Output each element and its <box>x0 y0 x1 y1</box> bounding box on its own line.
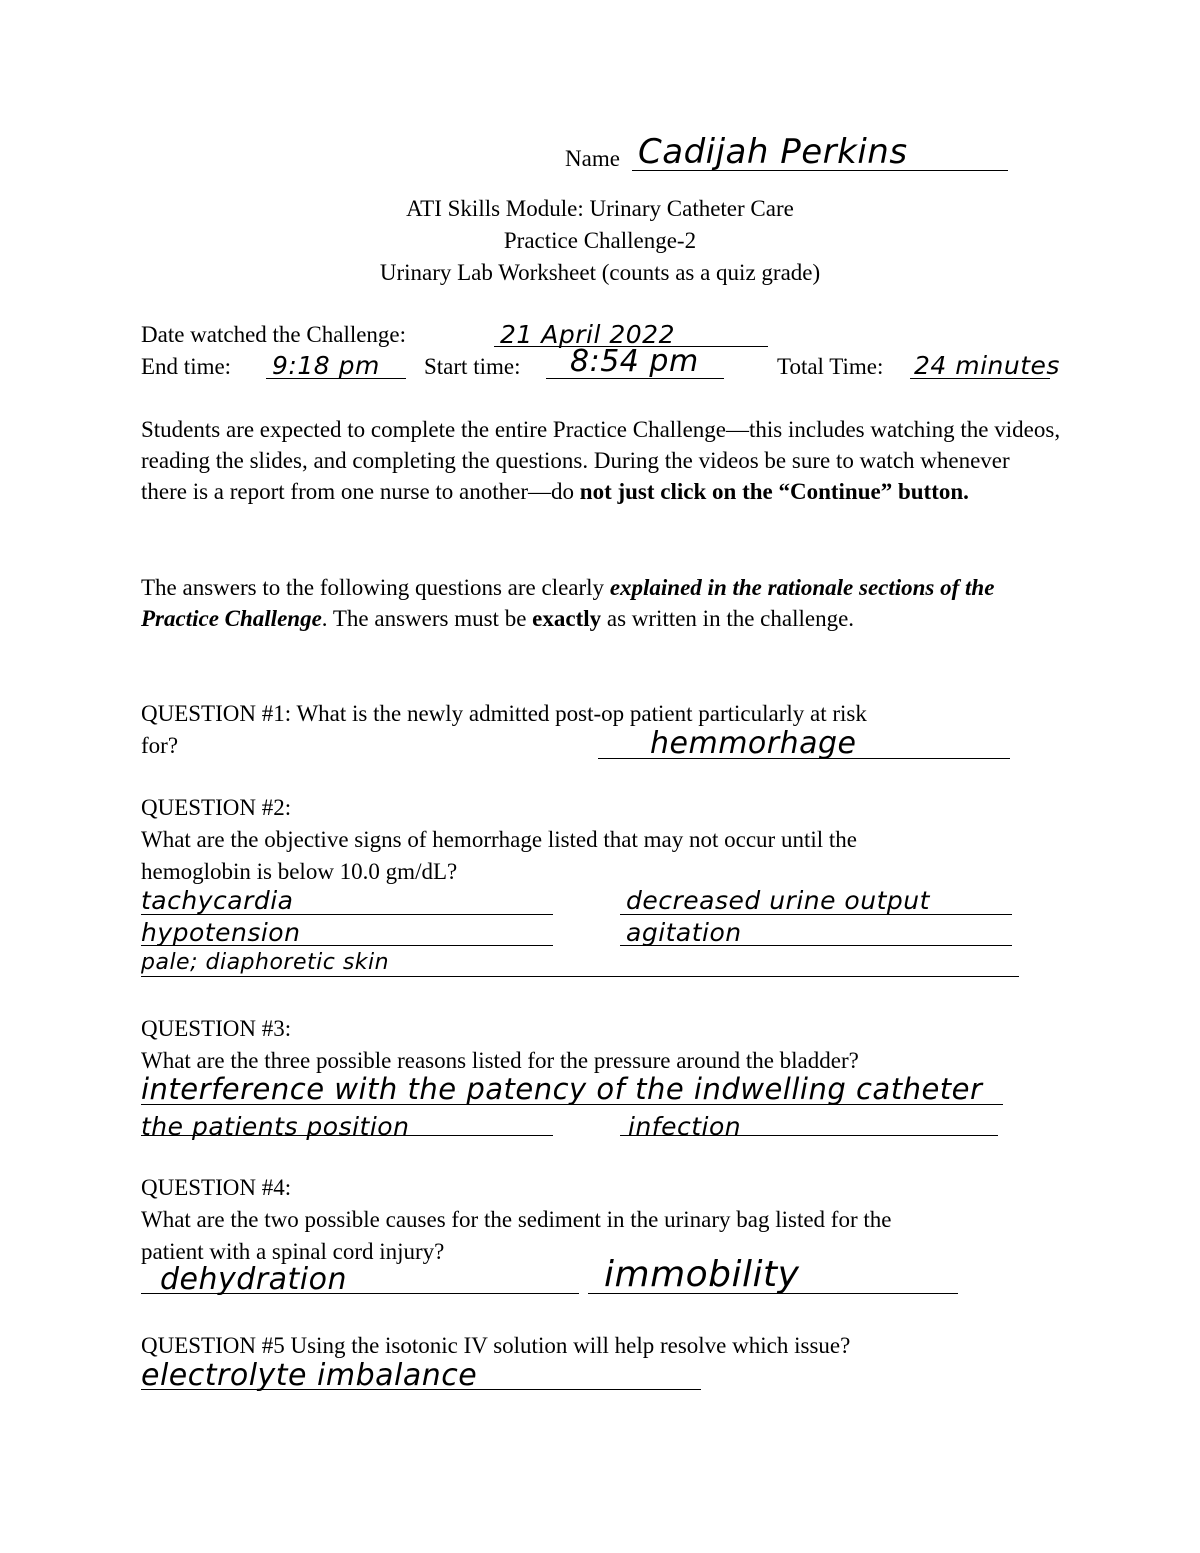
question-1-underline <box>598 758 1010 759</box>
question-5-text: QUESTION #5 Using the isotonic IV solution will help resolve which issue? <box>141 1333 851 1358</box>
end-time-value: 9:18 pm <box>272 351 380 380</box>
instructions-paragraph-2 <box>141 572 1061 634</box>
question-2-underline-4 <box>620 945 1012 946</box>
answers-note-exactly: exactly <box>532 606 602 631</box>
question-5-answer: electrolyte imbalance <box>141 1358 478 1393</box>
date-label: Date watched the Challenge: <box>141 322 407 347</box>
name-underline <box>632 170 1008 171</box>
question-2-underline-3 <box>141 945 553 946</box>
name-value: Cadijah Perkins <box>638 132 908 172</box>
total-time-label: Total Time: <box>777 354 884 379</box>
date-value: 21 April 2022 <box>500 320 675 349</box>
question-2-answer-4: agitation <box>626 918 742 947</box>
question-2-answer-5: pale; diaphoretic skin <box>141 950 390 975</box>
question-2-answer-3: hypotension <box>141 918 301 947</box>
end-time-label: End time: <box>141 354 232 379</box>
total-time-underline <box>910 378 1050 379</box>
question-5-underline <box>141 1389 701 1390</box>
question-1-text-line2: for? <box>141 733 179 758</box>
start-time-underline <box>546 378 724 379</box>
question-3-underline-2 <box>141 1135 553 1136</box>
question-3-answer-3: infection <box>628 1112 742 1141</box>
question-2-underline-2 <box>620 914 1012 915</box>
question-2-text-line1: What are the objective signs of hemorrhage listed that may not occur until the <box>141 827 857 852</box>
question-2-underline-1 <box>141 914 553 915</box>
question-3-underline-3 <box>620 1135 998 1136</box>
question-4-label: QUESTION #4: <box>141 1175 292 1200</box>
question-4-underline-1 <box>141 1293 579 1294</box>
total-time-value: 24 minutes <box>914 351 1060 380</box>
start-time-value: 8:54 pm <box>570 344 699 379</box>
title-challenge: Practice Challenge-2 <box>503 228 697 253</box>
question-2-label: QUESTION #2: <box>141 795 292 820</box>
instructions-paragraph-1 <box>141 414 1061 507</box>
question-4-underline-2 <box>588 1293 958 1294</box>
question-3-text: What are the three possible reasons listed for the pressure around the bladder? <box>141 1048 859 1073</box>
question-4-answer-1: dehydration <box>160 1262 347 1297</box>
question-2-underline-5 <box>141 976 1019 977</box>
question-4-text-line1: What are the two possible causes for the sediment in the urinary bag listed for the <box>141 1207 892 1232</box>
start-time-label: Start time: <box>424 354 521 379</box>
question-2-answer-1: tachycardia <box>141 886 294 915</box>
answers-note-emphasis: explained in the rationale sections of the Practice Challenge <box>141 575 995 631</box>
end-time-underline <box>266 378 406 379</box>
question-2-text-line2: hemoglobin is below 10.0 gm/dL? <box>141 859 458 884</box>
question-3-answer-2: the patients position <box>141 1112 410 1141</box>
question-1-answer: hemmorhage <box>650 726 857 761</box>
answers-note-a: The answers to the following questions are clearly <box>141 575 610 600</box>
question-4-answer-2: immobility <box>604 1254 800 1295</box>
question-4-text-line2: patient with a spinal cord injury? <box>141 1239 445 1264</box>
answers-note-c: as written in the challenge. <box>601 606 855 631</box>
instructions-text: Students are expected to complete the entire Practice Challenge—this includes watching the videos, reading the slides, and completing the questions. During the videos be sure to watch whenever there is a report from one nurse to another—do <box>141 417 1061 504</box>
title-module: ATI Skills Module: Urinary Catheter Care <box>406 196 794 221</box>
name-label: Name <box>565 146 620 171</box>
question-3-label: QUESTION #3: <box>141 1016 292 1041</box>
instructions-bold: not just click on the “Continue” button. <box>579 479 969 504</box>
question-3-underline-1 <box>141 1104 1003 1105</box>
question-3-answer-1: interference with the patency of the indwelling catheter <box>141 1072 983 1106</box>
question-1-text-line1: QUESTION #1: What is the newly admitted post-op patient particularly at risk <box>141 701 867 726</box>
title-worksheet: Urinary Lab Worksheet (counts as a quiz grade) <box>379 260 821 285</box>
answers-note-b: . The answers must be <box>321 606 533 631</box>
question-2-answer-2: decreased urine output <box>626 886 930 915</box>
